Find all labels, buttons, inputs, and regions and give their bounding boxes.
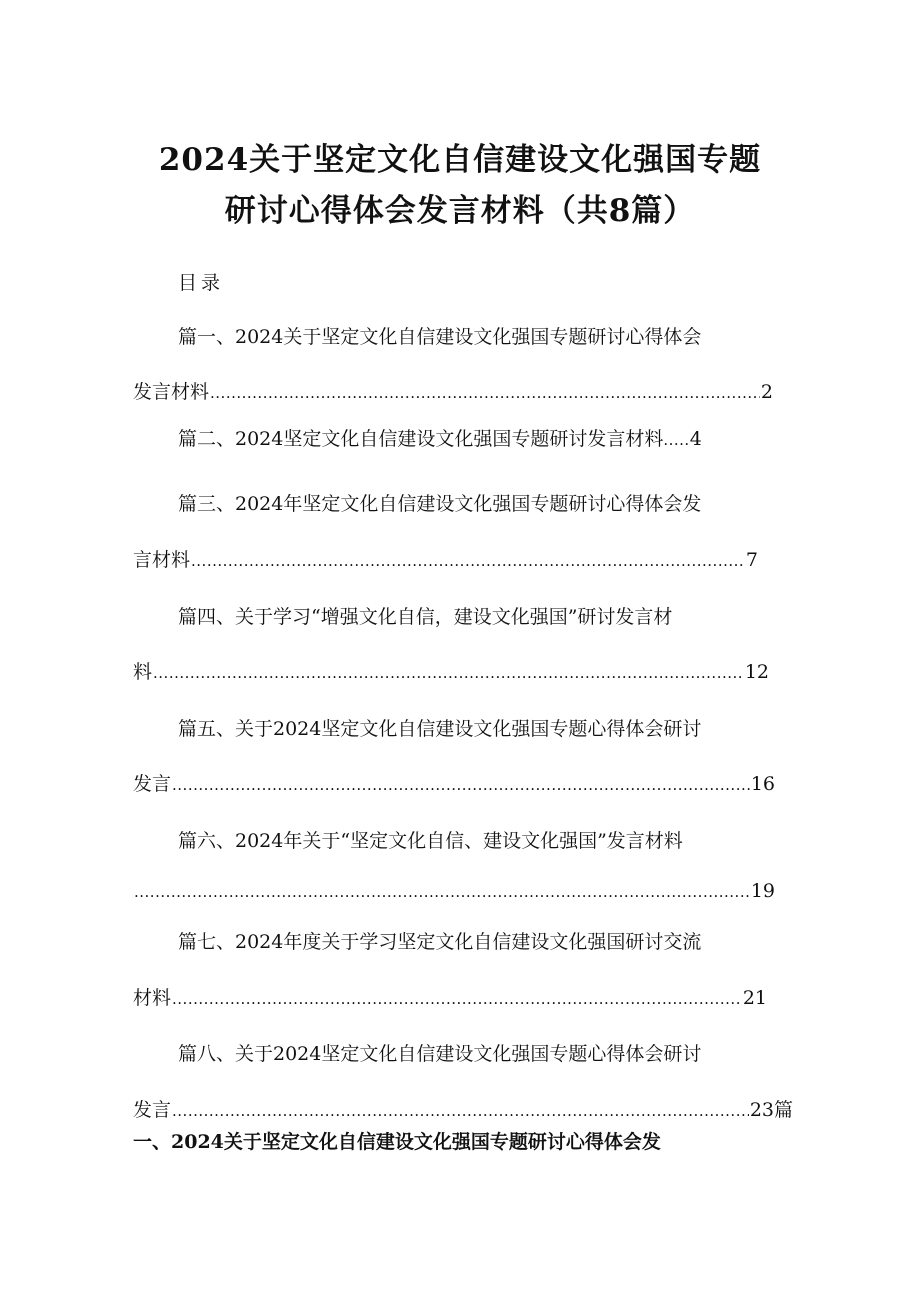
document-title-line-2: 研讨心得体会发言材料（共8篇）	[224, 193, 696, 229]
toc-label: 目录	[178, 272, 225, 294]
toc-entry-1-page: 2	[760, 381, 773, 403]
dot-leader	[172, 1097, 749, 1125]
toc-entry-1-continuation: 发言材料	[133, 381, 210, 403]
toc-entry-1-title[interactable]: 篇一、2024关于坚定文化自信建设文化强国专题研讨心得体会	[178, 326, 702, 348]
dot-leader	[172, 985, 742, 1013]
dot-leader: .....	[663, 431, 690, 449]
dot-leader	[191, 547, 745, 575]
toc-entry-3-title[interactable]: 篇三、2024年坚定文化自信建设文化强国专题研讨心得体会发	[178, 493, 702, 515]
toc-entry-8-line[interactable]	[133, 1096, 793, 1124]
toc-entry-2-page: 4	[689, 428, 702, 450]
toc-entry-6-line[interactable]	[133, 877, 775, 905]
toc-entry-4-page: 12	[744, 661, 769, 683]
toc-entry-4-line[interactable]	[133, 658, 769, 686]
toc-entry-5-continuation: 发言	[133, 773, 172, 795]
toc-entry-7-continuation: 材料	[133, 987, 172, 1009]
toc-entry-2-line[interactable]	[178, 425, 738, 453]
toc-entry-2-title: 篇二、2024坚定文化自信建设文化强国专题研讨发言材料	[178, 428, 664, 450]
toc-entry-7-line[interactable]	[133, 984, 767, 1012]
section-heading: 一、2024关于坚定文化自信建设文化强国专题研讨心得体会发	[133, 1131, 661, 1153]
toc-entry-5-page: 16	[750, 773, 775, 795]
toc-entry-1-line[interactable]	[133, 378, 773, 406]
toc-entry-7-title[interactable]: 篇七、2024年度关于学习坚定文化自信建设文化强国研讨交流	[178, 931, 702, 953]
toc-entry-3-continuation: 言材料	[133, 549, 191, 571]
toc-entry-4-continuation: 料	[133, 661, 153, 683]
dot-leader	[210, 379, 760, 407]
document-title-line-1: 2024关于坚定文化自信建设文化强国专题	[158, 142, 762, 178]
toc-entry-3-line[interactable]	[133, 546, 758, 574]
dot-leader	[153, 659, 744, 687]
dot-leader	[134, 878, 750, 906]
toc-entry-4-title[interactable]: 篇四、关于学习“增强文化自信，建设文化强国”研讨发言材	[178, 606, 673, 628]
toc-entry-3-page: 7	[745, 549, 758, 571]
toc-entry-8-title[interactable]: 篇八、关于2024坚定文化自信建设文化强国专题心得体会研讨	[178, 1043, 702, 1065]
toc-entry-8-continuation: 发言	[133, 1099, 172, 1121]
toc-entry-7-page: 21	[742, 987, 767, 1009]
toc-entry-8-page: 23篇	[749, 1099, 793, 1121]
toc-entry-5-line[interactable]	[133, 770, 775, 798]
toc-entry-5-title[interactable]: 篇五、关于2024坚定文化自信建设文化强国专题心得体会研讨	[178, 718, 702, 740]
dot-leader	[172, 771, 750, 799]
toc-entry-6-page: 19	[750, 880, 775, 902]
toc-entry-6-title[interactable]: 篇六、2024年关于“坚定文化自信、建设文化强国”发言材料	[178, 830, 683, 852]
